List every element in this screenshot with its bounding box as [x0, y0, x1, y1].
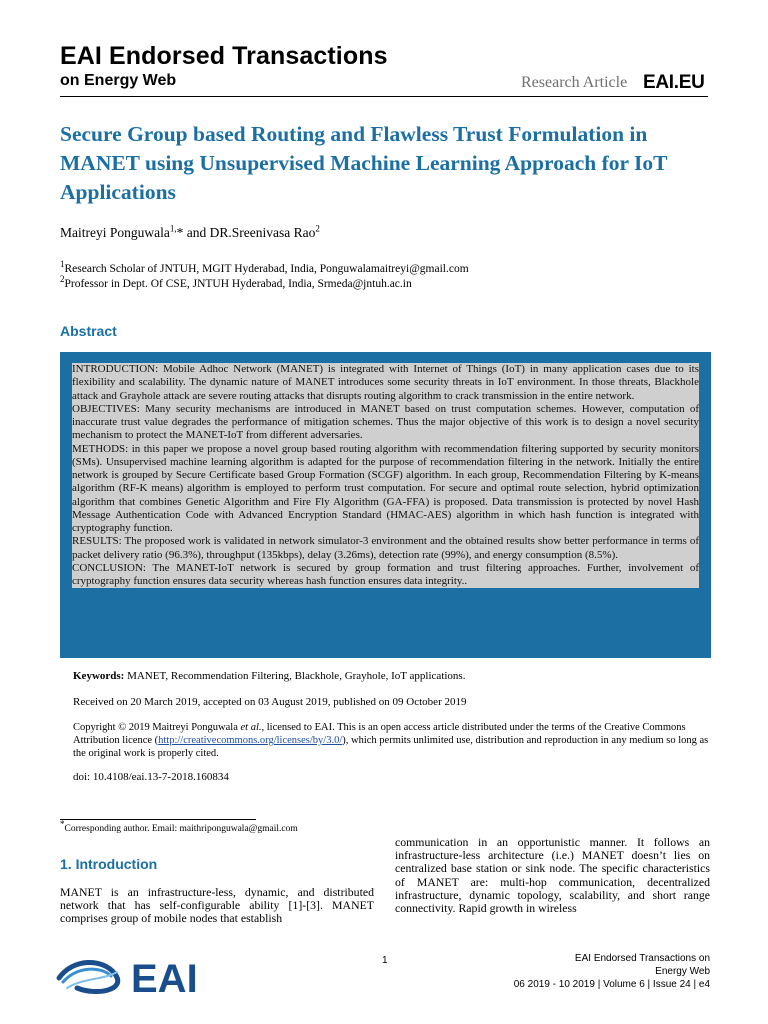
- abstract-heading: Abstract: [60, 323, 117, 339]
- eai-logo: [53, 948, 223, 1000]
- author-2-name: DR.Sreenivasa Rao: [209, 225, 316, 240]
- header-divider: [60, 96, 708, 97]
- abstract-methods: METHODS: in this paper we propose a novel group based routing algorithm with recommendation filtering supported by security monitors (SMs). Unsupervised machine learning algorithm is adapted for the purpose of recommendation filtering in the network. Initially the entire network is grouped by Secure Certificate based Group Formation (SCGF) algorithm. In each group, Recommendation Filtering by K-means algorithm (RF-K means) algorithm is employed to perform trust computation. For secure and optimal route selection, hybrid optimization algorithm that combines Genetic Algorithm and Fire Fly Algorithm (GA-FFA) is proposed. Data transmission is protected by novel Hash Message Authentication Code with Advanced Encryption Standard (HMAC-AES) algorithm in which hash function is integrated with cryptography function.: [72, 442, 699, 534]
- author-line: [60, 225, 320, 241]
- abstract-box: [60, 352, 711, 658]
- keywords: [73, 670, 465, 682]
- footnote-mark: *: [60, 819, 65, 829]
- author-1-affiliation-mark: 1,: [169, 223, 177, 234]
- affiliation-1-number: 1: [60, 259, 65, 270]
- corresponding-author-footnote: [60, 819, 298, 835]
- copyright-notice: [73, 721, 713, 760]
- footer-issue-line: 06 2019 - 10 2019 | Volume 6 | Issue 24 | e4: [513, 979, 710, 990]
- abstract-conclusion: CONCLUSION: The MANET-IoT network is secured by group formation and trust filtering approaches. Further, involvement of cryptography function ensures data security whereas hash function ensures data integrity..: [72, 561, 699, 587]
- publication-dates: Received on 20 March 2019, accepted on 03 August 2019, published on 09 October 2019: [73, 696, 467, 708]
- keywords-list: MANET, Recommendation Filtering, Blackhole, Grayhole, IoT applications.: [127, 670, 466, 682]
- affiliations: [60, 259, 469, 292]
- affiliation-2-number: 2: [60, 274, 65, 285]
- copyright-etal: et al.: [240, 722, 262, 733]
- abstract-results: RESULTS: The proposed work is validated in network simulator-3 environment and the obtained results show better performance in terms of packet delivery ratio (96.3%), throughput (135kbps), delay (3.26ms), detection rate (99%), and energy consumption (8.5%).: [72, 535, 699, 561]
- abstract-introduction: INTRODUCTION: Mobile Adhoc Network (MANET) is integrated with Internet of Things (IoT) in many application cases due to its flexibility and scalability. The dynamic nature of MANET introduces some security threats in IoT environment. In those threats, Blackhole attack and Grayhole attack are severe routing attacks that disrupts routing algorithm to crack transmission in the entire network.: [72, 363, 699, 402]
- footnote-text: Corresponding author. Email: maithriponguwala@gmail.com: [64, 824, 298, 835]
- doi: doi: 10.4108/eai.13-7-2018.160834: [73, 771, 229, 783]
- abstract-text: [72, 363, 699, 588]
- corresponding-author-mark: *: [176, 225, 184, 240]
- paper-title: Secure Group based Routing and Flawless Trust Formulation in MANET using Unsupervised Machine Learning Approach for IoT Applications: [60, 122, 668, 204]
- journal-subtitle: on Energy Web: [60, 72, 177, 89]
- affiliation-1: [60, 259, 469, 277]
- footer-journal-line-2: Energy Web: [655, 966, 710, 977]
- eai-logo-text: EAI: [131, 957, 198, 1000]
- eai-eu-logo: EAI.EU: [643, 72, 705, 93]
- author-2-affiliation-mark: 2: [315, 223, 320, 234]
- footer-journal-info: [514, 952, 710, 991]
- page-number: 1: [382, 955, 388, 966]
- affiliation-1-text: Research Scholar of JNTUH, MGIT Hyderabad, India, Ponguwalamaitreyi@gmail.com: [64, 263, 469, 275]
- abstract-objectives: OBJECTIVES: Many security mechanisms are introduced in MANET based on trust computation schemes. However, computation of inaccurate trust value degrades the performance of mitigation schemes. Thus the major objective of this work is to design a novel security mechanism to protect the MANET-IoT from different adversaries.: [72, 402, 699, 442]
- copyright-text-3: ), which permits unlimited use, distribution and reproduction in any medium so long as the original work is properly cited.: [73, 735, 709, 759]
- section-heading-introduction: 1. Introduction: [60, 856, 158, 872]
- affiliation-2: [60, 274, 469, 292]
- article-type: Research Article: [521, 74, 628, 91]
- affiliation-2-text: Professor in Dept. Of CSE, JNTUH Hyderabad, India, Srmeda@jntuh.ac.in: [64, 278, 412, 290]
- eai-swirl-icon: [59, 962, 118, 991]
- footer-journal-line-1: EAI Endorsed Transactions on: [574, 953, 710, 964]
- copyright-text-1: Copyright © 2019 Maitreyi Ponguwala: [73, 722, 241, 733]
- body-column-left: MANET is an infrastructure-less, dynamic, and distributed network that has self-configurable ability [1]-[3]. MANET comprises group of mobile nodes that establish: [60, 885, 374, 926]
- body-column-right: communication in an opportunistic manner. It follows an infrastructure-less architecture (i.e.) MANET doesn’t lies on centralized base station or sink node. The specific characteristics of MANET are: multi-hop communication, decentralized infrastructure, dynamic topology, scalability, and short range connectivity. Rapid growth in wireless: [395, 835, 710, 916]
- journal-title: EAI Endorsed Transactions: [60, 42, 388, 70]
- keywords-label: Keywords:: [73, 670, 125, 682]
- license-link[interactable]: http://creativecommons.org/licenses/by/3.0/: [158, 735, 343, 746]
- author-1-name: Maitreyi Ponguwala: [60, 225, 170, 240]
- copyright-text-2: , licensed to EAI. This is an open access article distributed under the terms of the Creative Commons Attribution licence (: [73, 722, 686, 746]
- footnote-divider: [60, 819, 256, 820]
- author-separator: and: [183, 225, 210, 240]
